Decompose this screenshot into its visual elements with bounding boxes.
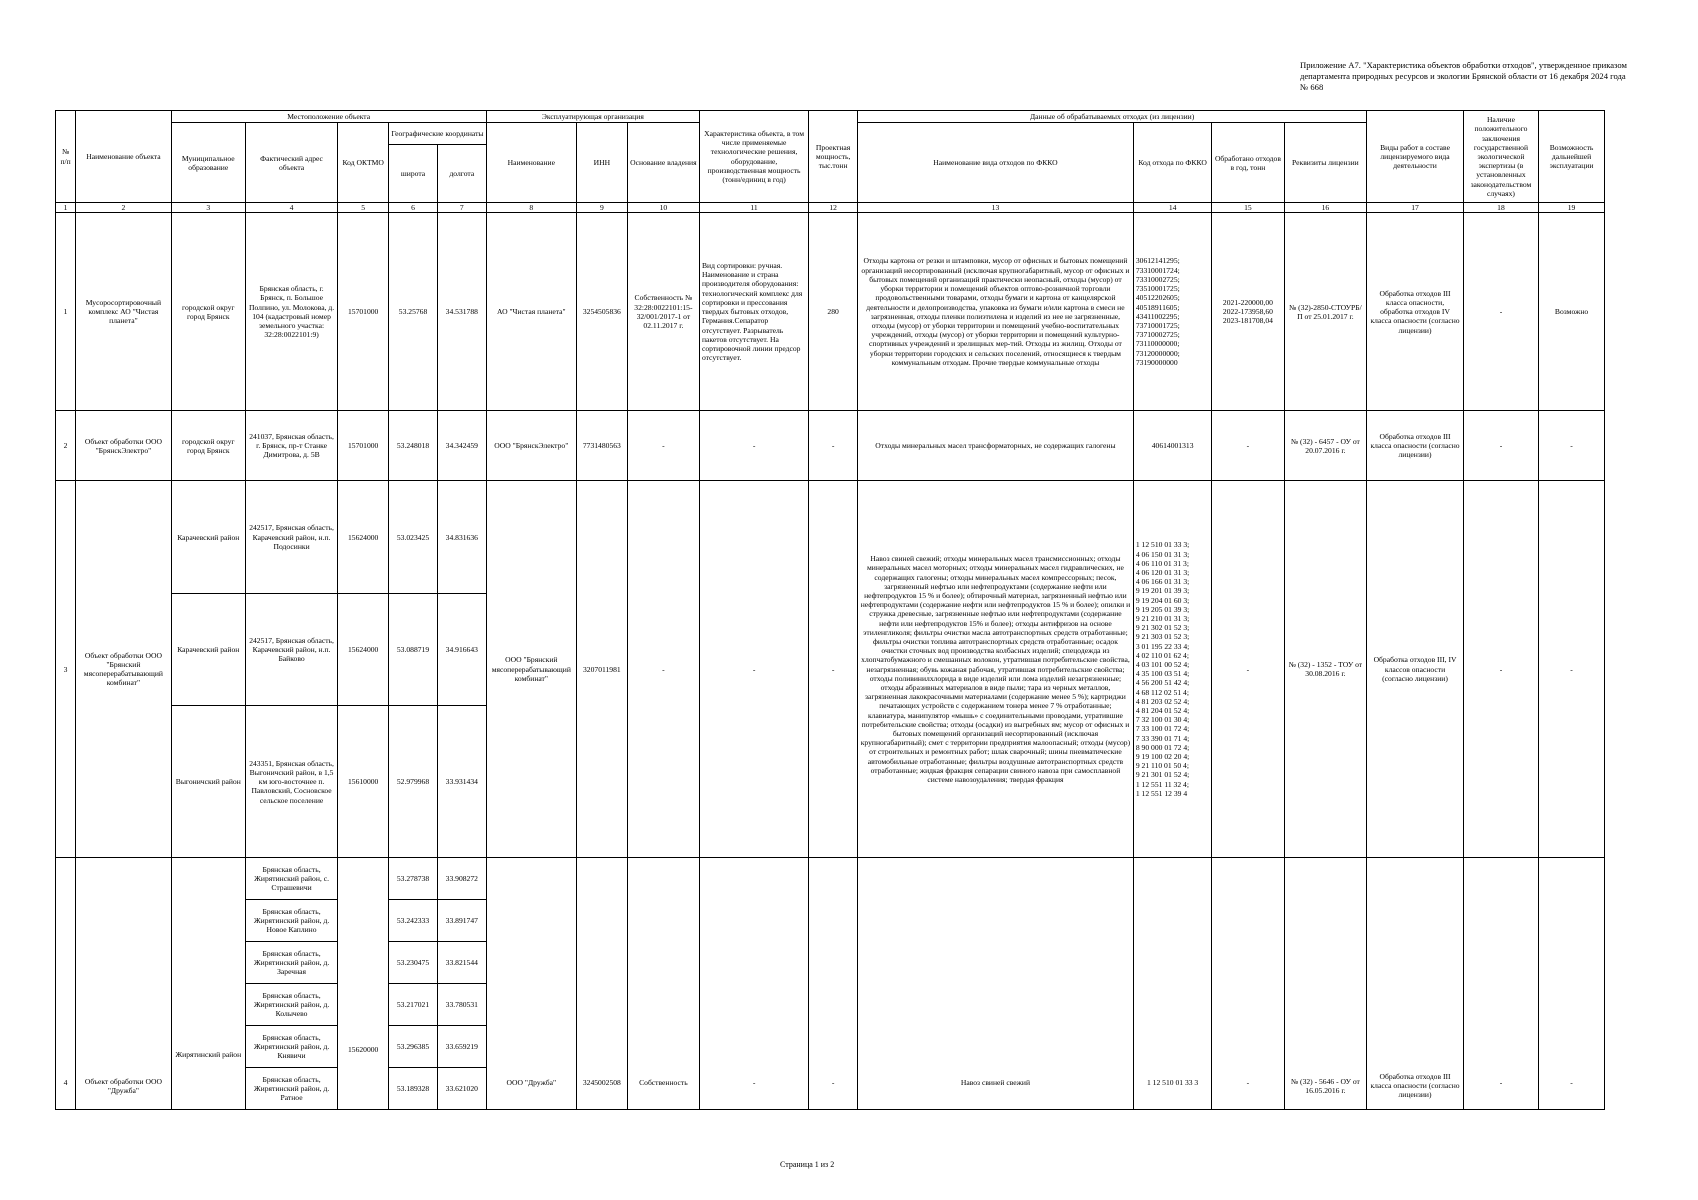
- waste-name: Отходы минеральных масел трансформаторных, не содержащих галогены: [858, 411, 1134, 481]
- license: № (32)-2850-СТОУРБ/П от 25.01.2017 г.: [1284, 213, 1367, 411]
- table-row: [56, 481, 1605, 594]
- header-lat: широта: [389, 145, 438, 203]
- inn: 3207011981: [576, 481, 627, 858]
- waste-code: 1 12 510 01 33 3: [1133, 858, 1212, 1110]
- col-number: 5: [338, 203, 389, 213]
- header-waste-data: Данные об обрабатываемых отходах (из лицензии): [858, 111, 1367, 123]
- objects-table: [55, 110, 1605, 1110]
- col-number: 19: [1539, 203, 1605, 213]
- table-row: [56, 858, 1605, 900]
- col-number: 13: [858, 203, 1134, 213]
- header-processed: Обработано отходов в год, тонн: [1212, 123, 1284, 203]
- expertise: -: [1463, 858, 1538, 1110]
- latitude: 53.278738: [389, 858, 438, 900]
- expertise: -: [1463, 481, 1538, 858]
- waste-name: Навоз свиней свежий: [858, 858, 1134, 1110]
- waste-code: 40614001313: [1133, 411, 1212, 481]
- header-note: Приложение А7. "Характеристика объектов обработки отходов", утвержденное приказом департамента природных ресурсов и экологии Брянской области от 16 декабря 2024 года № 668: [1300, 60, 1627, 92]
- further-use: Возможно: [1539, 213, 1605, 411]
- capacity: -: [809, 481, 858, 858]
- col-number: 12: [809, 203, 858, 213]
- processed: -: [1212, 481, 1284, 858]
- longitude: 34.342459: [437, 411, 486, 481]
- address: Брянская область, Жирятинский район, д. Ратное: [245, 1068, 337, 1110]
- oktmo: 15610000: [338, 706, 389, 858]
- header-further-use: Возможность дальнейшей эксплуатации: [1539, 111, 1605, 203]
- capacity: 280: [809, 213, 858, 411]
- col-number: 6: [389, 203, 438, 213]
- oktmo: 15701000: [338, 213, 389, 411]
- latitude: 53.242333: [389, 900, 438, 942]
- address: Брянская область, Жирятинский район, д. Княвичи: [245, 1026, 337, 1068]
- longitude: 33.908272: [437, 858, 486, 900]
- col-number: 14: [1133, 203, 1212, 213]
- latitude: 53.248018: [389, 411, 438, 481]
- latitude: 53.25768: [389, 213, 438, 411]
- header-location: Местоположение объекта: [171, 111, 486, 123]
- waste-code: 30612141295; 73310001724; 73310002725; 73510001725; 40512202605; 40518911605; 43411002295; 73710001725; 73710002725; 73110000000; 73120000000; 73190000000: [1133, 213, 1212, 411]
- row-num: 2: [56, 411, 76, 481]
- row-num: 4: [56, 858, 76, 1110]
- address: Брянская область, Жирятинский район, с. Страшевичи: [245, 858, 337, 900]
- operator-name: ООО "Дружба": [486, 858, 576, 1110]
- address: 242517, Брянская область, Карачевский район, н.п. Байково: [245, 594, 337, 706]
- characteristics: -: [699, 481, 808, 858]
- col-number: 10: [627, 203, 699, 213]
- col-number: 9: [576, 203, 627, 213]
- work-types: Обработка отходов III класса опасности, обработка отходов IV класса опасности (согласно лицензии): [1367, 213, 1464, 411]
- longitude: 34.916643: [437, 594, 486, 706]
- header-expertise: Наличие положительного заключения государственной экологической экспертизы (в установленных законодательством случаях): [1463, 111, 1538, 203]
- col-number: 1: [56, 203, 76, 213]
- capacity: -: [809, 858, 858, 1110]
- longitude: 34.531788: [437, 213, 486, 411]
- row-num: 1: [56, 213, 76, 411]
- latitude: 53.023425: [389, 481, 438, 594]
- inn: 3254505836: [576, 213, 627, 411]
- ownership-basis: Собственность: [627, 858, 699, 1110]
- object-name: Объект обработки ООО "БрянскЭлектро": [76, 411, 171, 481]
- work-types: Обработка отходов III, IV классов опасности (согласно лицензии): [1367, 481, 1464, 858]
- header-municipality: Муниципальное образование: [171, 123, 245, 203]
- col-number: 16: [1284, 203, 1367, 213]
- row-num: 3: [56, 481, 76, 858]
- municipality: Жирятинский район: [171, 858, 245, 1110]
- processed: 2021-220000,00 2022-173958,60 2023-181708,04: [1212, 213, 1284, 411]
- expertise: -: [1463, 411, 1538, 481]
- header-characteristics: Характеристика объекта, в том числе применяемые технологические решения, оборудование, производственная мощность (тонн/единиц в год): [699, 111, 808, 203]
- col-number: 18: [1463, 203, 1538, 213]
- further-use: -: [1539, 481, 1605, 858]
- municipality: Выгоничский район: [171, 706, 245, 858]
- address: Брянская область, Жирятинский район, д. Новое Каплино: [245, 900, 337, 942]
- col-number: 3: [171, 203, 245, 213]
- col-number: 7: [437, 203, 486, 213]
- license: № (32) - 5646 - ОУ от 16.05.2016 г.: [1284, 858, 1367, 1110]
- processed: -: [1212, 411, 1284, 481]
- header-inn: ИНН: [576, 123, 627, 203]
- municipality: Карачевский район: [171, 594, 245, 706]
- waste-name: Навоз свиней свежий; отходы минеральных масел трансмиссионных; отходы минеральных масел моторных; отходы минеральных масел гидравлических, не содержащих галогены; отходы минеральных масел компрессорных; песок, загрязненный нефтью или нефтепродуктами (содержание нефти или нефтепродуктов 15 % и более); обтирочный материал, загрязненный нефтью или нефтепродуктами (содержание нефти или нефтепродуктов 15 % и более); опилки и стружка древесные, загрязненные нефтью или нефтепродуктами (содержание нефти или нефтепродуктов 15% и более); отходы антифризов на основе этиленгликоля; фильтры очистки масла автотранспортных средств отработанные; фильтры очистки топлива автотранспортных средств отработанные; осадок очистки сточных вод производства колбасных изделий; спецодежда из хлопчатобумажного и смешанных волокон, утратившая потребительские свойства, незагрязненная; обувь кожаная рабочая, утратившая потребительские свойства; отходы поливинилхлорида в виде изделий или лома изделий незагрязненные; отходы абразивных материалов в виде пыли; тара из черных металлов, загрязненная лакокрасочными материалами (содержание менее 5 %); картриджи печатающих устройств с содержанием тонера менее 7 % отработанные; клавиатура, манипулятор «мышь» с соединительными проводами, утратившие потребительские свойства; отходы (осадки) из выгребных ям; мусор от офисных и бытовых помещений организаций несортированный (исключая крупногабаритный); смет с территории предприятия малоопасный; отходы (мусор) от строительных и ремонтных работ; шлак сварочный; шины пневматические автомобильные отработанные; фильтры воздушные автотранспортных средств отработанные; жидкая фракция сепарации свиного навоза при самосплавной системе навозоудаления; твердая фракция: [858, 481, 1134, 858]
- latitude: 53.296385: [389, 1026, 438, 1068]
- municipality: городской округ город Брянск: [171, 213, 245, 411]
- latitude: 53.189328: [389, 1068, 438, 1110]
- col-number: 11: [699, 203, 808, 213]
- col-number: 4: [245, 203, 337, 213]
- header-waste-name: Наименование вида отходов по ФККО: [858, 123, 1134, 203]
- col-number: 2: [76, 203, 171, 213]
- longitude: 33.780531: [437, 984, 486, 1026]
- inn: 3245002508: [576, 858, 627, 1110]
- longitude: 33.891747: [437, 900, 486, 942]
- processed: -: [1212, 858, 1284, 1110]
- characteristics: -: [699, 411, 808, 481]
- further-use: -: [1539, 858, 1605, 1110]
- header-oktmo: Код ОКТМО: [338, 123, 389, 203]
- ownership-basis: -: [627, 411, 699, 481]
- header-lon: долгота: [437, 145, 486, 203]
- header-operator: Эксплуатирующая организация: [486, 111, 699, 123]
- waste-code: 1 12 510 01 33 3; 4 06 150 01 31 3; 4 06 110 01 31 3; 4 06 120 01 31 3; 4 06 166 01 31 3; 9 19 201 01 39 3; 9 19 204 01 60 3; 9 19 205 01 39 3; 9 21 210 01 31 3; 9 21 302 01 52 3; 9 21 303 01 52 3; 3 01 195 22 33 4; 4 02 110 01 62 4; 4 03 101 00 52 4; 4 35 100 03 51 4; 4 56 200 51 42 4; 4 68 112 02 51 4; 4 81 203 02 52 4; 4 81 204 01 52 4; 7 32 100 01 30 4; 7 33 100 01 72 4; 7 33 390 01 71 4; 8 90 000 01 72 4; 9 19 100 02 20 4; 9 21 110 01 50 4; 9 21 301 01 52 4; 1 12 551 11 32 4; 1 12 551 12 39 4: [1133, 481, 1212, 858]
- oktmo: 15701000: [338, 411, 389, 481]
- operator-name: ООО "Брянский мясоперерабатывающий комбинат": [486, 481, 576, 858]
- object-name: Объект обработки ООО "Дружба": [76, 858, 171, 1110]
- license: № (32) - 6457 - ОУ от 20.07.2016 г.: [1284, 411, 1367, 481]
- work-types: Обработка отходов III класса опасности (согласно лицензии): [1367, 411, 1464, 481]
- header-name: Наименование объекта: [76, 111, 171, 203]
- operator-name: ООО "БрянскЭлектро": [486, 411, 576, 481]
- header-num: № п/п: [56, 111, 76, 203]
- longitude: 34.831636: [437, 481, 486, 594]
- header-waste-code: Код отхода по ФККО: [1133, 123, 1212, 203]
- characteristics: Вид сортировки: ручная. Наименование и страна производителя оборудования: технологический комплекс для сортировки и прессования твердых бытовых отходов, Германия.Сепаратор отсутствует. Разрыватель пакетов отсутствует. На сортировочной линии предсор отсутствует.: [699, 213, 808, 411]
- characteristics: -: [699, 858, 808, 1110]
- inn: 7731480563: [576, 411, 627, 481]
- capacity: -: [809, 411, 858, 481]
- object-name: Объект обработки ООО "Брянский мясоперерабатывающий комбинат": [76, 481, 171, 858]
- address: Брянская область, г. Брянск, п. Большое Полпино, ул. Молокова, д. 104 (кадастровый номер земельного участка: 32:28:0022101:9): [245, 213, 337, 411]
- further-use: -: [1539, 411, 1605, 481]
- page-footer: Страница 1 из 2: [780, 1160, 835, 1169]
- object-name: Мусоросортировочный комплекс АО "Чистая планета": [76, 213, 171, 411]
- table-row: [56, 213, 1605, 411]
- header-license: Реквизиты лицензии: [1284, 123, 1367, 203]
- header-capacity: Проектная мощность, тыс.тонн: [809, 111, 858, 203]
- ownership-basis: Собственность № 32:28:0022101:15-32/001/2017-1 от 02.11.2017 г.: [627, 213, 699, 411]
- col-number: 15: [1212, 203, 1284, 213]
- latitude: 53.230475: [389, 942, 438, 984]
- col-number: 17: [1367, 203, 1464, 213]
- expertise: -: [1463, 213, 1538, 411]
- col-number: 8: [486, 203, 576, 213]
- longitude: 33.659219: [437, 1026, 486, 1068]
- longitude: 33.931434: [437, 706, 486, 858]
- operator-name: АО "Чистая планета": [486, 213, 576, 411]
- table-row: [56, 411, 1605, 481]
- header-op-name: Наименование: [486, 123, 576, 203]
- address: Брянская область, Жирятинский район, д. Колычево: [245, 984, 337, 1026]
- address: 243351, Брянская область, Выгоничский район, в 1,5 км юго-восточнее п. Павловский, Сосновское сельское поселение: [245, 706, 337, 858]
- municipality: городской округ город Брянск: [171, 411, 245, 481]
- objects-table-wrapper: [55, 110, 1605, 1110]
- header-address: Фактический адрес объекта: [245, 123, 337, 203]
- license: № (32) - 1352 - ТОУ от 30.08.2016 г.: [1284, 481, 1367, 858]
- oktmo: 15620000: [338, 858, 389, 1110]
- address: 241037, Брянская область, г. Брянск, пр-т Станке Димитрова, д. 5В: [245, 411, 337, 481]
- municipality: Карачевский район: [171, 481, 245, 594]
- longitude: 33.621020: [437, 1068, 486, 1110]
- header-basis: Основание владения: [627, 123, 699, 203]
- address: 242517, Брянская область, Карачевский район, н.п. Подосинки: [245, 481, 337, 594]
- header-work-types: Виды работ в составе лицензируемого вида деятельности: [1367, 111, 1464, 203]
- waste-name: Отходы картона от резки и штамповки, мусор от офисных и бытовых помещений организаций несортированный (исключая крупногабаритный, мусор от офисных и бытовых помещений организаций практически неопасный, отходы (мусор) от уборки территории и помещений объектов оптово-розничной торговли продовольственными товарами, отходы бумаги и картона от канцелярской деятельности и делопроизводства, упаковка из бумаги и/или картона в смеси не загрязненная, отходы пленки полиэтилена и изделий из нее не загрязненные, отходы (мусор) от уборки территории и помещений учебно-воспитательных учреждений, отходы (мусор) от уборки территории и помещений культурно-спортивных учреждений и зрелищных мер-тий. Отходы из жилищ. Отходы от уборки территории городских и сельских поселений, относящиеся к твердым коммунальным отходам. Прочие твердые коммунальные отходы: [858, 213, 1134, 411]
- oktmo: 15624000: [338, 594, 389, 706]
- latitude: 53.217021: [389, 984, 438, 1026]
- header-geo: Географические координаты: [389, 123, 487, 145]
- latitude: 52.979968: [389, 706, 438, 858]
- address: Брянская область, Жирятинский район, д. Заречная: [245, 942, 337, 984]
- work-types: Обработка отходов III класса опасности (согласно лицензии): [1367, 858, 1464, 1110]
- longitude: 33.821544: [437, 942, 486, 984]
- oktmo: 15624000: [338, 481, 389, 594]
- ownership-basis: -: [627, 481, 699, 858]
- latitude: 53.088719: [389, 594, 438, 706]
